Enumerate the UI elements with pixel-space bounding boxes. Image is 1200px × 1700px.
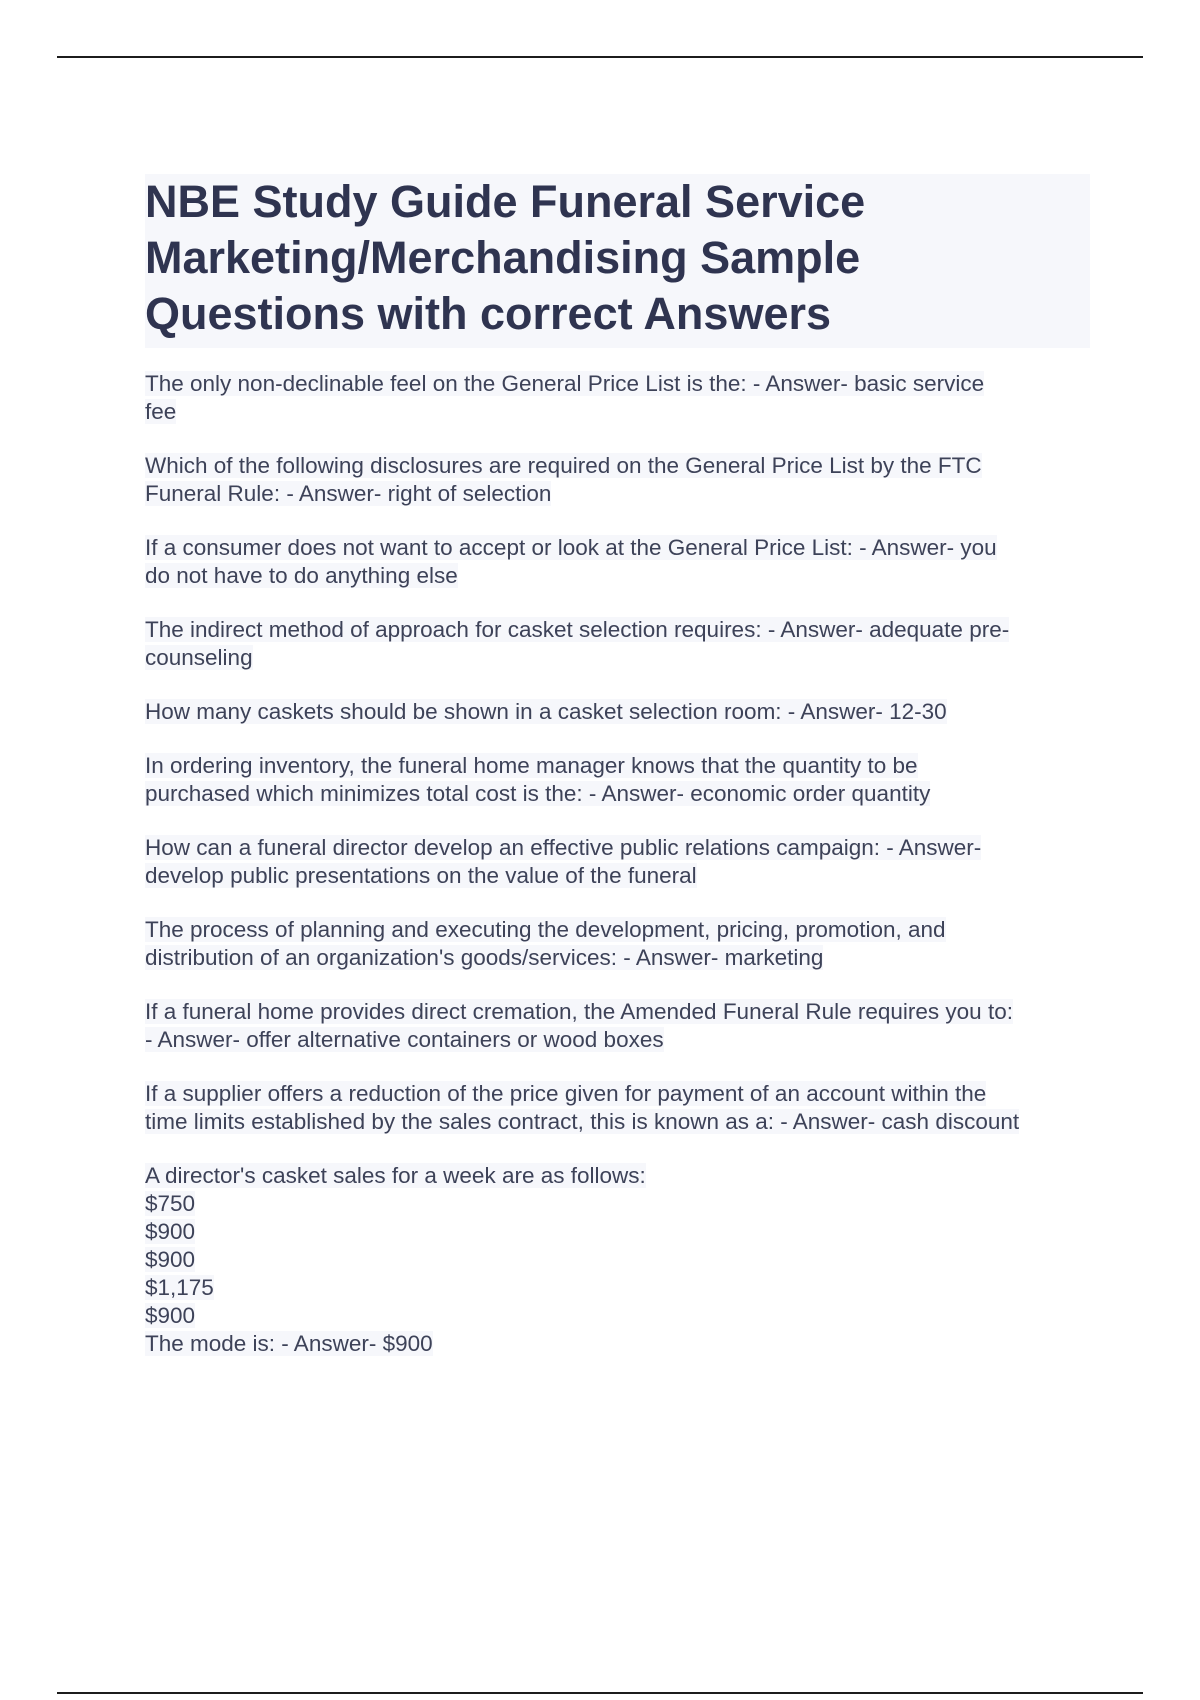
qa-line-text: If a funeral home provides direct cremation, the Amended Funeral Rule requires you to:	[145, 999, 1013, 1024]
qa-line	[145, 480, 1090, 508]
document-title: NBE Study Guide Funeral Service Marketing/Merchandising Sample Questions with correct Answers	[145, 174, 1090, 348]
qa-line-text: $900	[145, 1247, 196, 1272]
qa-line	[145, 1274, 1090, 1302]
qa-line-text: fee	[145, 399, 177, 424]
qa-line-text: Which of the following disclosures are required on the General Price List by the FTC	[145, 453, 982, 478]
qa-line-text: $900	[145, 1219, 196, 1244]
qa-line-text: $1,175	[145, 1275, 214, 1300]
qa-line	[145, 1026, 1090, 1054]
qa-line	[145, 1190, 1090, 1218]
qa-item	[145, 752, 1090, 808]
qa-item	[145, 1162, 1090, 1358]
qa-item	[145, 998, 1090, 1054]
qa-line	[145, 1218, 1090, 1246]
bottom-rule	[57, 1692, 1143, 1694]
qa-line-text: In ordering inventory, the funeral home manager knows that the quantity to be	[145, 753, 918, 778]
qa-line	[145, 780, 1090, 808]
qa-line-text: The only non-declinable feel on the General Price List is the: - Answer- basic service	[145, 371, 985, 396]
qa-line	[145, 1162, 1090, 1190]
qa-line-text: Funeral Rule: - Answer- right of selection	[145, 481, 552, 506]
qa-item	[145, 834, 1090, 890]
qa-line-text: The indirect method of approach for casket selection requires: - Answer- adequate pre-	[145, 617, 1010, 642]
qa-line	[145, 398, 1090, 426]
qa-line-text: How many caskets should be shown in a casket selection room: - Answer- 12-30	[145, 699, 947, 724]
qa-line	[145, 1108, 1090, 1136]
qa-item	[145, 616, 1090, 672]
qa-line	[145, 998, 1090, 1026]
qa-line-text: If a consumer does not want to accept or look at the General Price List: - Answer- you	[145, 535, 997, 560]
qa-line-text: $900	[145, 1303, 196, 1328]
qa-item	[145, 916, 1090, 972]
qa-line-text: The process of planning and executing the development, pricing, promotion, and	[145, 917, 946, 942]
qa-line	[145, 944, 1090, 972]
qa-line	[145, 452, 1090, 480]
qa-list	[145, 370, 1090, 1358]
qa-line	[145, 916, 1090, 944]
qa-line	[145, 752, 1090, 780]
qa-item	[145, 370, 1090, 426]
qa-line	[145, 616, 1090, 644]
qa-line	[145, 1246, 1090, 1274]
qa-line	[145, 534, 1090, 562]
qa-item	[145, 534, 1090, 590]
qa-line-text: do not have to do anything else	[145, 563, 458, 588]
qa-line-text: distribution of an organization's goods/services: - Answer- marketing	[145, 945, 824, 970]
qa-line	[145, 862, 1090, 890]
qa-line-text: counseling	[145, 645, 253, 670]
qa-line	[145, 370, 1090, 398]
qa-item	[145, 698, 1090, 726]
qa-item	[145, 452, 1090, 508]
qa-line-text: The mode is: - Answer- $900	[145, 1331, 433, 1356]
qa-line	[145, 562, 1090, 590]
qa-line	[145, 1302, 1090, 1330]
qa-line-text: A director's casket sales for a week are as follows:	[145, 1163, 646, 1188]
qa-line-text: How can a funeral director develop an effective public relations campaign: - Answer-	[145, 835, 982, 860]
qa-line	[145, 834, 1090, 862]
qa-line-text: time limits established by the sales contract, this is known as a: - Answer- cash discount	[145, 1109, 1020, 1134]
top-rule	[57, 56, 1143, 58]
qa-line	[145, 1080, 1090, 1108]
qa-line	[145, 1330, 1090, 1358]
qa-line-text: $750	[145, 1191, 196, 1216]
qa-line-text: If a supplier offers a reduction of the price given for payment of an account within the	[145, 1081, 987, 1106]
qa-line-text: develop public presentations on the value of the funeral	[145, 863, 697, 888]
qa-line-text: - Answer- offer alternative containers or wood boxes	[145, 1027, 664, 1052]
qa-line-text: purchased which minimizes total cost is the: - Answer- economic order quantity	[145, 781, 931, 806]
document-body	[145, 174, 1090, 1384]
qa-line	[145, 698, 1090, 726]
qa-item	[145, 1080, 1090, 1136]
qa-line	[145, 644, 1090, 672]
